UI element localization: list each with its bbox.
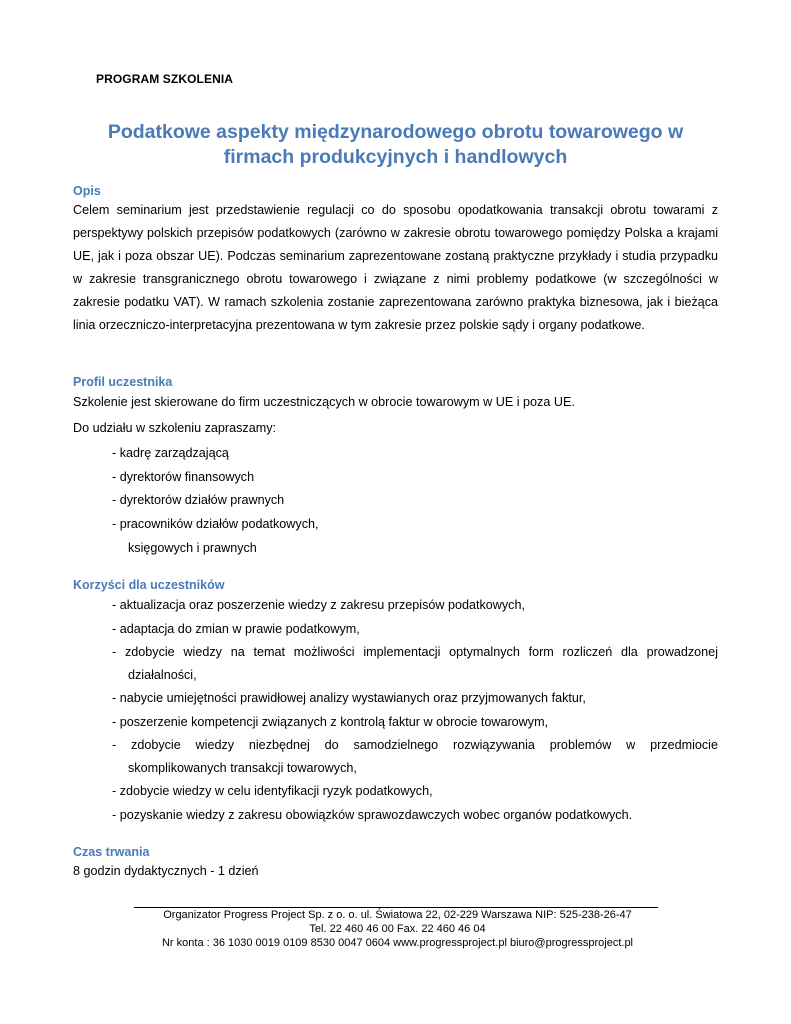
document-title-line-1: Podatkowe aspekty międzynarodowego obrotu towarowego w: [107, 121, 684, 143]
document-title-line-2: firmach produkcyjnych i handlowych: [223, 146, 568, 168]
opis-paragraph: Celem seminarium jest przedstawienie regulacji co do sposobu opodatkowania transakcji obrotu towarami z perspektywy polskich przepisów podatkowych (zarówno w zakresie obrotu towarowego pomiędzy Polska a krajami UE, jak i poza obszar UE). Podczas seminarium zaprezentowane zostaną praktyczne przykłady i studia przypadku w zakresie transgranicznego obrotu towarowego i związane z nimi problemy podatkowe (w szczególności w zakresie podatku VAT). W ramach szkolenia zostanie zaprezentowana zarówno praktyka biznesowa, jak i bieżąca linia orzeczniczo-interpretacyjna prezentowana w tym zakresie przez polskie sądy i organy podatkowe.: [73, 203, 718, 332]
section-heading-profil: Profil uczestnika: [73, 375, 173, 389]
footer-bank-contact: Nr konta : 36 1030 0019 0109 8530 0047 0604 www.progressproject.pl biuro@progressproject.pl: [161, 937, 634, 949]
profil-intro-line: Szkolenie jest skierowane do firm uczestniczących w obrocie towarowym w UE i poza UE.: [73, 395, 575, 409]
section-heading-korzysci: Korzyści dla uczestników: [73, 578, 225, 592]
list-item: - nabycie umiejętności prawidłowej analizy wystawianych oraz przyjmowanych faktur,: [112, 691, 586, 705]
list-item: - aktualizacja oraz poszerzenie wiedzy z zakresu przepisów podatkowych,: [112, 598, 525, 612]
profil-invite-line: Do udziału w szkoleniu zapraszamy:: [73, 421, 276, 435]
list-item: - dyrektorów działów prawnych: [112, 493, 285, 507]
section-heading-czas: Czas trwania: [73, 845, 150, 859]
list-item: - pozyskanie wiedzy z zakresu obowiązków sprawozdawczych wobec organów podatkowych.: [112, 808, 633, 822]
list-item: - pracowników działów podatkowych,: [112, 517, 319, 531]
footer-phone: Tel. 22 460 46 00 Fax. 22 460 46 04: [309, 923, 486, 935]
list-item-continuation: księgowych i prawnych: [128, 541, 257, 555]
list-item: - poszerzenie kompetencji związanych z kontrolą faktur w obrocie towarowym,: [112, 715, 549, 729]
footer-address: Organizator Progress Project Sp. z o. o. ul. Światowa 22, 02-229 Warszawa NIP: 525-238-26-47: [163, 909, 632, 921]
list-item: - adaptacja do zmian w prawie podatkowym,: [112, 622, 360, 636]
list-item: - zdobycie wiedzy w celu identyfikacji ryzyk podatkowych,: [112, 784, 433, 798]
footer-divider: [134, 907, 658, 908]
document-title: [40, 120, 751, 170]
list-item-continuation: skomplikowanych transakcji towarowych,: [128, 761, 357, 775]
list-item: - zdobycie wiedzy niezbędnej do samodzielnego rozwiązywania problemów w przedmiocie: [112, 738, 718, 752]
list-item: - kadrę zarządzającą: [112, 446, 229, 460]
czas-text: 8 godzin dydaktycznych - 1 dzień: [73, 864, 259, 878]
list-item-continuation: działalności,: [128, 668, 197, 682]
list-item: - zdobycie wiedzy na temat możliwości implementacji optymalnych form rozliczeń dla prowadzonej: [112, 645, 718, 659]
program-label: PROGRAM SZKOLENIA: [96, 72, 234, 86]
list-item: - dyrektorów finansowych: [112, 470, 255, 484]
section-heading-opis: Opis: [73, 184, 101, 198]
